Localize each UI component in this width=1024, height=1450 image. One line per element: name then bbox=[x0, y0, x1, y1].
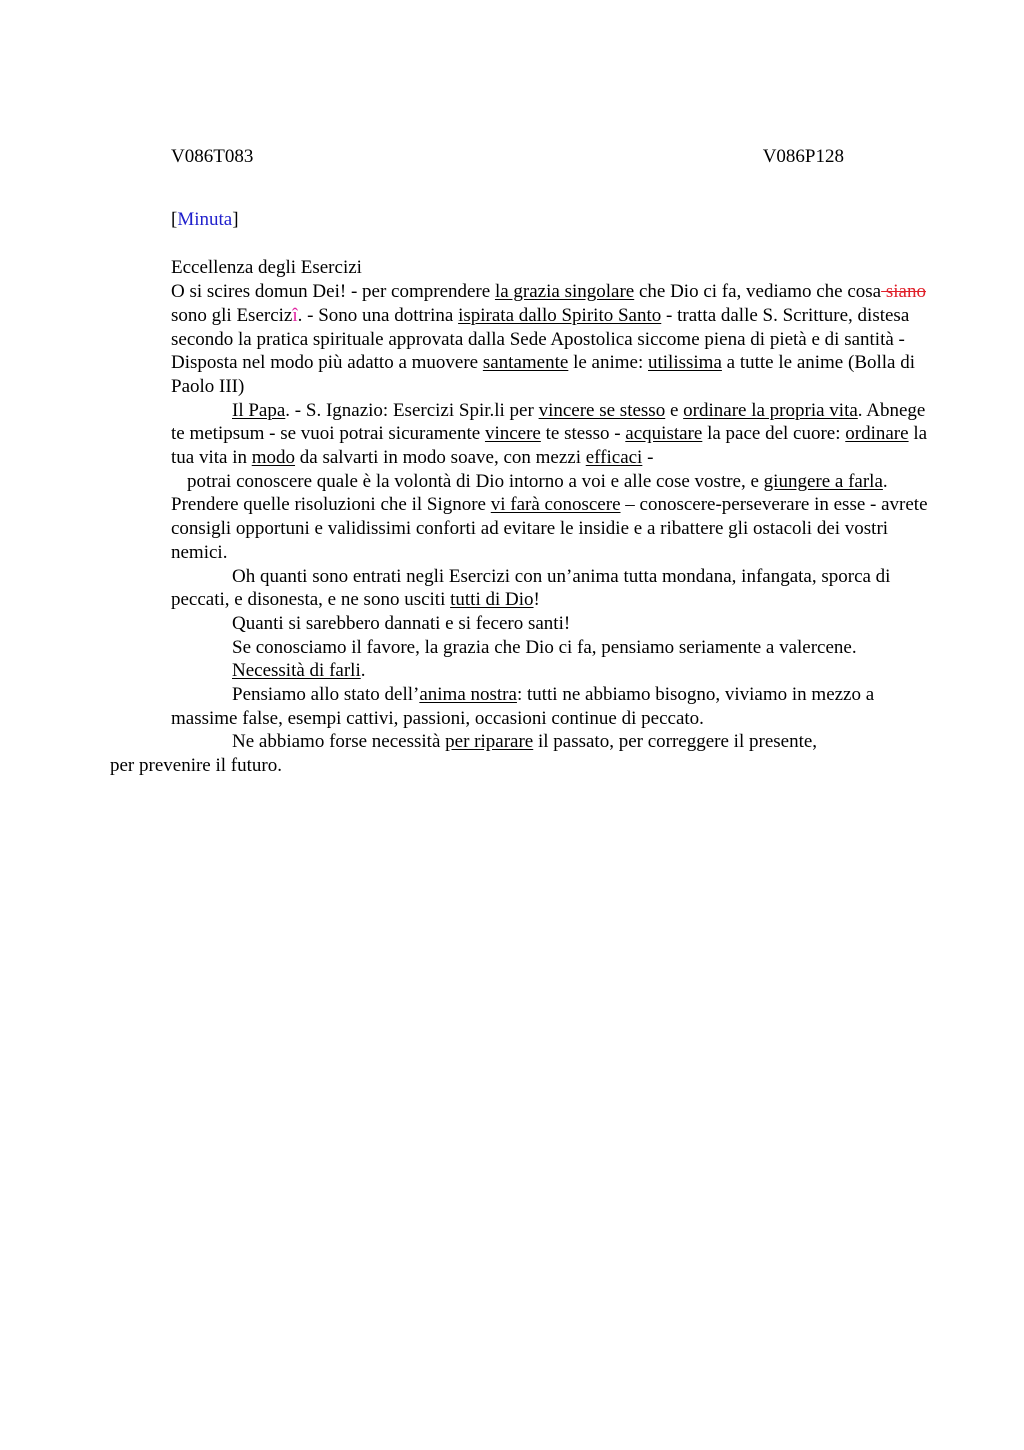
minuta-label: [Minuta] bbox=[171, 208, 239, 230]
paragraph-3: Oh quanti sono entrati negli Esercizi con un’anima tutta mondana, infangata, sporca di peccati, e disonesta, e ne sono usciti tutti di Dio! bbox=[171, 565, 891, 611]
right-code: V086P128 bbox=[762, 146, 844, 167]
paragraph-8: Ne abbiamo forse necessità per riparare il passato, per correggere il presente, per prevenire il futuro. bbox=[110, 731, 818, 777]
deleted-text: siano bbox=[881, 281, 926, 303]
paragraph-6: Necessità di farli. bbox=[232, 660, 366, 682]
left-code: V086T083 bbox=[171, 146, 254, 167]
header bbox=[171, 145, 844, 169]
paragraph-2: Il Papa. - S. Ignazio: Esercizi Spir.li per vincere se stesso e ordinare la propria vita. Abnege te metipsum - se vuoi potrai sicuramente vincere te stesso - acquistare la pace del cuore: ordinare la tua vita in modo da salvarti in modo soave, con mezzi efficaci - potrai conoscere quale è la volontà di Dio intorno a voi e alle cose vostre, e giungere a farla. Prendere quelle risoluzioni che il Signore vi farà conoscere – conoscere-perseverare in esse - avrete consigli opportuni e validissimi conforti ad evitare le insidie e a ribattere gli ostacoli dei vostri nemici. bbox=[171, 399, 928, 563]
minuta-link: Minuta bbox=[177, 208, 233, 230]
paragraph-1: O si scires domun Dei! - per comprendere la grazia singolare che Dio ci fa, vediamo che cosa siano sono gli Esercizî. - Sono una dottrina ispirata dallo Spirito Santo - tratta dalle S. Scritture, distesa secondo la pratica spirituale approvata dalla Sede Apostolica siccome piena di pietà e di santità - Disposta nel modo più adatto a muovere santamente le anime: utilissima a tutte le anime (Bolla di Paolo III) bbox=[171, 281, 926, 397]
paragraph-4: Quanti si sarebbero dannati e si fecero santi! bbox=[232, 612, 571, 634]
paragraph-7: Pensiamo allo stato dell’anima nostra: tutti ne abbiamo bisogno, viviamo in mezzo a massime false, esempi cattivi, passioni, occasioni continue di peccato. bbox=[171, 684, 875, 729]
paragraph-5: Se conosciamo il favore, la grazia che Dio ci fa, pensiamo seriamente a valercene. bbox=[232, 636, 857, 658]
correction-mark: î bbox=[292, 304, 298, 326]
section-title: Eccellenza degli Esercizi bbox=[171, 257, 362, 279]
document-page bbox=[110, 145, 931, 778]
